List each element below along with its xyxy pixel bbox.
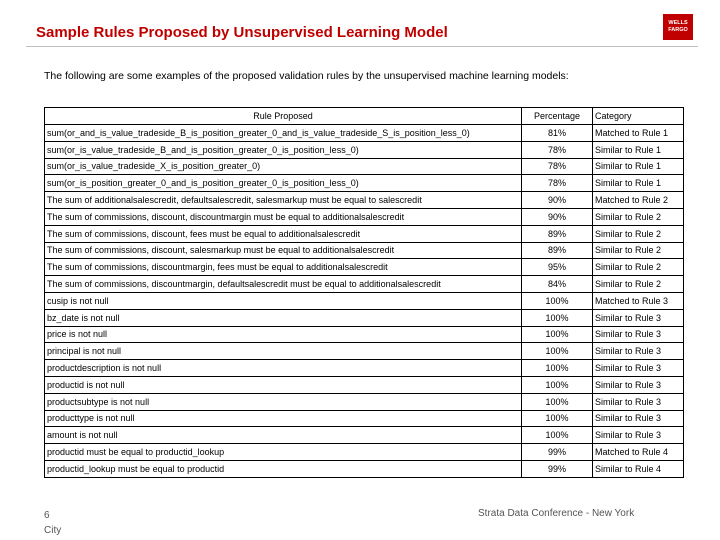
category-cell: Matched to Rule 1 [593, 125, 684, 142]
category-cell: Similar to Rule 3 [593, 360, 684, 377]
logo-line1: WELLS [668, 20, 688, 26]
category-cell: Similar to Rule 3 [593, 393, 684, 410]
rule-cell: productdescription is not null [45, 360, 522, 377]
table-row [45, 276, 684, 293]
header-percentage: Percentage [522, 108, 593, 125]
rule-cell: The sum of commissions, discountmargin, defaultsalescredit must be equal to additionalsalescredit [45, 276, 522, 293]
category-cell: Similar to Rule 2 [593, 225, 684, 242]
slide-title: Sample Rules Proposed by Unsupervised Learning Model [36, 24, 448, 41]
category-cell: Similar to Rule 4 [593, 460, 684, 477]
table-header-row [45, 108, 684, 125]
rule-cell: sum(or_is_position_greater_0_and_is_position_greater_0_is_position_less_0) [45, 175, 522, 192]
rule-cell: productid must be equal to productid_lookup [45, 444, 522, 461]
category-cell: Similar to Rule 2 [593, 242, 684, 259]
category-cell: Matched to Rule 3 [593, 292, 684, 309]
header-rule-proposed: Rule Proposed [45, 108, 522, 125]
category-cell: Similar to Rule 1 [593, 175, 684, 192]
rule-cell: The sum of additionalsalescredit, defaultsalescredit, salesmarkup must be equal to salescredit [45, 192, 522, 209]
rule-cell: amount is not null [45, 427, 522, 444]
percentage-cell: 90% [522, 208, 593, 225]
footer-conference: Strata Data Conference - New York [478, 508, 635, 519]
table-row [45, 444, 684, 461]
rule-cell: productid_lookup must be equal to productid [45, 460, 522, 477]
header-category: Category [593, 108, 684, 125]
percentage-cell: 95% [522, 259, 593, 276]
percentage-cell: 90% [522, 192, 593, 209]
category-cell: Similar to Rule 3 [593, 309, 684, 326]
percentage-cell: 100% [522, 292, 593, 309]
page-number: 6 [44, 510, 50, 521]
table-row [45, 158, 684, 175]
rule-cell: productsubtype is not null [45, 393, 522, 410]
table-row [45, 309, 684, 326]
percentage-cell: 78% [522, 158, 593, 175]
table-row [45, 427, 684, 444]
table-row [45, 225, 684, 242]
intro-text: The following are some examples of the proposed validation rules by the unsupervised machine learning models: [44, 70, 569, 82]
table-row [45, 410, 684, 427]
table-row [45, 125, 684, 142]
category-cell: Similar to Rule 3 [593, 326, 684, 343]
rule-cell: The sum of commissions, discount, salesmarkup must be equal to additionalsalescredit [45, 242, 522, 259]
table-row [45, 360, 684, 377]
footer-page [44, 508, 61, 538]
category-cell: Similar to Rule 3 [593, 376, 684, 393]
percentage-cell: 100% [522, 360, 593, 377]
logo-line2: FARGO [668, 27, 688, 33]
category-cell: Matched to Rule 4 [593, 444, 684, 461]
rule-cell: The sum of commissions, discount, discountmargin must be equal to additionalsalescredit [45, 208, 522, 225]
table-row [45, 208, 684, 225]
category-cell: Similar to Rule 3 [593, 427, 684, 444]
table-row [45, 460, 684, 477]
rules-table [44, 107, 684, 478]
category-cell: Similar to Rule 1 [593, 158, 684, 175]
table-row [45, 141, 684, 158]
category-cell: Similar to Rule 3 [593, 410, 684, 427]
title-divider [26, 46, 698, 47]
rule-cell: cusip is not null [45, 292, 522, 309]
wells-fargo-logo [663, 14, 693, 40]
rule-cell: bz_date is not null [45, 309, 522, 326]
percentage-cell: 89% [522, 242, 593, 259]
rule-cell: The sum of commissions, discount, fees must be equal to additionalsalescredit [45, 225, 522, 242]
rule-cell: producttype is not null [45, 410, 522, 427]
category-cell: Matched to Rule 2 [593, 192, 684, 209]
table-row [45, 259, 684, 276]
percentage-cell: 78% [522, 175, 593, 192]
percentage-cell: 78% [522, 141, 593, 158]
percentage-cell: 84% [522, 276, 593, 293]
percentage-cell: 100% [522, 410, 593, 427]
rule-cell: sum(or_and_is_value_tradeside_B_is_position_greater_0_and_is_value_tradeside_S_is_position_less_0) [45, 125, 522, 142]
table-row [45, 326, 684, 343]
table-row [45, 393, 684, 410]
footer-city: City [44, 525, 62, 536]
table-row [45, 175, 684, 192]
table-row [45, 376, 684, 393]
rule-cell: sum(or_is_value_tradeside_X_is_position_greater_0) [45, 158, 522, 175]
percentage-cell: 100% [522, 326, 593, 343]
percentage-cell: 100% [522, 393, 593, 410]
percentage-cell: 99% [522, 460, 593, 477]
percentage-cell: 89% [522, 225, 593, 242]
rule-cell: productid is not null [45, 376, 522, 393]
category-cell: Similar to Rule 1 [593, 141, 684, 158]
table-row [45, 343, 684, 360]
percentage-cell: 100% [522, 343, 593, 360]
table-row [45, 242, 684, 259]
rule-cell: sum(or_is_value_tradeside_B_and_is_position_greater_0_is_position_less_0) [45, 141, 522, 158]
category-cell: Similar to Rule 3 [593, 343, 684, 360]
percentage-cell: 100% [522, 309, 593, 326]
category-cell: Similar to Rule 2 [593, 276, 684, 293]
category-cell: Similar to Rule 2 [593, 259, 684, 276]
percentage-cell: 99% [522, 444, 593, 461]
rule-cell: price is not null [45, 326, 522, 343]
table-row [45, 192, 684, 209]
table-row [45, 292, 684, 309]
category-cell: Similar to Rule 2 [593, 208, 684, 225]
rule-cell: principal is not null [45, 343, 522, 360]
rule-cell: The sum of commissions, discountmargin, fees must be equal to additionalsalescredit [45, 259, 522, 276]
percentage-cell: 81% [522, 125, 593, 142]
percentage-cell: 100% [522, 427, 593, 444]
percentage-cell: 100% [522, 376, 593, 393]
